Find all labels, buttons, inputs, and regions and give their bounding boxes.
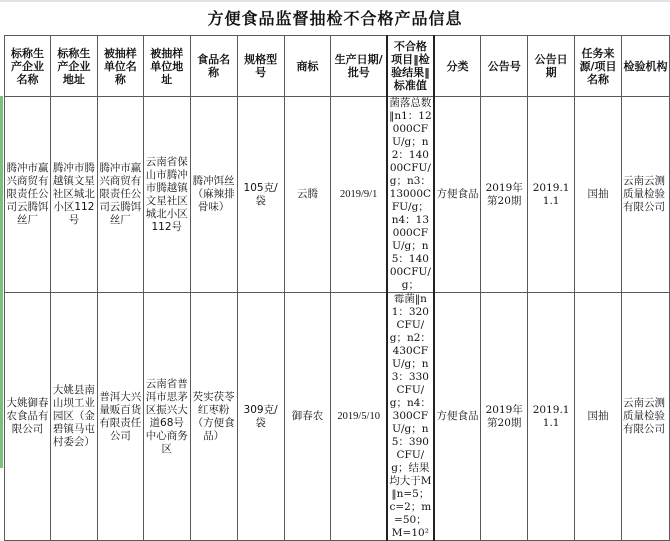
- page-title: 方便食品监督抽检不合格产品信息: [207, 9, 463, 28]
- col-header-notice-date[interactable]: 公告日期: [528, 36, 575, 97]
- cell-food-name[interactable]: 芡实茯苓红枣粉（方便食品）: [190, 293, 237, 541]
- cell-spec[interactable]: 105克/袋: [237, 97, 284, 293]
- cell-manufacturer[interactable]: 大姚御春农食品有限公司: [5, 293, 51, 541]
- cell-failed-item[interactable]: 霉菌‖n1：320CFU/g；n2：430CFU/g；n3：330CFU/g；n4：300CFU/g；n5：390CFU/g；结果均大于M‖n=5；c=2；m=50；M=10²: [387, 293, 434, 541]
- cell-notice-no[interactable]: 2019年第20期: [481, 97, 528, 293]
- cell-food-name[interactable]: 腾冲饵丝（麻辣排骨味）: [190, 97, 237, 293]
- cell-lab[interactable]: 云南云测质量检验有限公司: [622, 97, 670, 293]
- header-row: [5, 36, 670, 97]
- row-selection-indicator: [0, 96, 3, 468]
- col-header-brand[interactable]: 商标: [284, 36, 331, 97]
- col-header-notice-no[interactable]: 公告号: [481, 36, 528, 97]
- col-header-sampled-unit[interactable]: 被抽样单位名称: [97, 36, 143, 97]
- col-header-manufacturer-address[interactable]: 标称生产企业地址: [50, 36, 97, 97]
- cell-brand[interactable]: 云腾: [284, 97, 331, 293]
- cell-manufacturer[interactable]: 腾冲市赢兴商贸有限责任公司云腾饵丝厂: [5, 97, 51, 293]
- col-header-task-source[interactable]: 任务来源/项目名称: [575, 36, 622, 97]
- cell-manufacturer-address[interactable]: 腾冲市腾越镇文星社区城北小区112号: [50, 97, 97, 293]
- cell-task-source[interactable]: 国抽: [575, 97, 622, 293]
- cell-category[interactable]: 方便食品: [434, 97, 481, 293]
- col-header-manufacturer[interactable]: 标称生产企业名称: [5, 36, 51, 97]
- col-header-spec[interactable]: 规格型号: [237, 36, 284, 97]
- cell-category[interactable]: 方便食品: [434, 293, 481, 541]
- cell-sampled-unit-address[interactable]: 云南省普洱市思茅区振兴大道68号中心商务区: [143, 293, 190, 541]
- cell-spec[interactable]: 309克/袋: [237, 293, 284, 541]
- cell-sampled-unit[interactable]: 普洱大兴量贩百货有限责任公司: [97, 293, 143, 541]
- cell-notice-date[interactable]: 2019.11.1: [528, 97, 575, 293]
- cell-task-source[interactable]: 国抽: [575, 293, 622, 541]
- col-header-production-date[interactable]: 生产日期/批号: [331, 36, 387, 97]
- cell-failed-item[interactable]: 菌落总数‖n1：12000CFU/g；n2：14000CFU/g；n3：13000CFU/g；n4：13000CFU/g；n5：14000CFU/g；: [387, 97, 434, 293]
- col-header-category[interactable]: 分类: [434, 36, 481, 97]
- col-header-food-name[interactable]: 食品名称: [190, 36, 237, 97]
- cell-production-date[interactable]: 2019/9/1: [331, 97, 387, 293]
- col-header-sampled-unit-address[interactable]: 被抽样单位地址: [143, 36, 190, 97]
- unqualified-products-table: [4, 35, 670, 541]
- cell-notice-no[interactable]: 2019年第20期: [481, 293, 528, 541]
- cell-production-date[interactable]: 2019/5/10: [331, 293, 387, 541]
- cell-sampled-unit[interactable]: 腾冲市赢兴商贸有限责任公司云腾饵丝厂: [97, 97, 143, 293]
- cell-notice-date[interactable]: 2019.11.1: [528, 293, 575, 541]
- cell-lab[interactable]: 云南云测质量检验有限公司: [622, 293, 670, 541]
- cell-brand[interactable]: 御春农: [284, 293, 331, 541]
- cell-sampled-unit-address[interactable]: 云南省保山市腾冲市腾越镇文星社区城北小区112号: [143, 97, 190, 293]
- col-header-failed-item[interactable]: 不合格项目‖检验结果‖标准值: [387, 36, 434, 97]
- table-row: [5, 293, 670, 541]
- table-row: [5, 97, 670, 293]
- col-header-lab[interactable]: 检验机构: [622, 36, 670, 97]
- cell-manufacturer-address[interactable]: 大姚县南山坝工业园区（金碧镇马屯村委会）: [50, 293, 97, 541]
